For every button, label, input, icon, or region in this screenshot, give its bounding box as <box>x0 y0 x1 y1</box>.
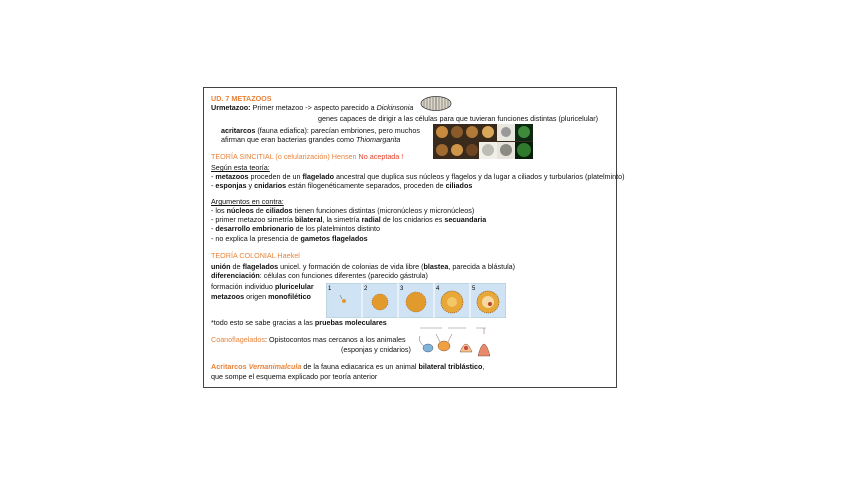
argumentos-title: Argumentos en contra: <box>211 197 284 206</box>
stage-4-label: 4 <box>436 286 440 292</box>
urmetazoo-line: Urmetazoo: Primer metazoo -> aspecto parecido a Dickinsonia <box>211 103 414 112</box>
stage-2-label: 2 <box>364 286 368 292</box>
stage-3-label: 3 <box>400 286 404 292</box>
stage-5-label: 5 <box>472 286 476 292</box>
colonial-line-4: metazoos origen monofilético <box>211 292 311 301</box>
nota-line: *todo esto se sabe gracias a las pruebas moleculares <box>211 318 387 327</box>
colonial-line-3: formación individuo pluricelular <box>211 282 314 291</box>
not-accepted-label: No aceptada ! <box>358 152 404 161</box>
vernanimalcula-line-2: que sompe el esquema explicado por teoría anterior <box>211 372 378 381</box>
cell-4 <box>478 328 490 356</box>
stage-2-colony <box>372 294 388 310</box>
choanoflagellate-diagram <box>414 322 496 362</box>
colonial-line-2: diferenciación: células con funciones diferentes (parecido gástrula) <box>211 271 428 280</box>
colonial-title: TEORÍA COLONIAL Haekel <box>211 251 300 260</box>
colonial-line-1: unión de flagelados unicel. y formación de colonias de vida libre (blastea, parecida a blástula) <box>211 262 516 271</box>
acritarcos-line-2: afirman que eran bacterias grandes como Thiomargarita <box>221 135 401 144</box>
stage-4-colony <box>441 291 463 313</box>
argumento-2: - primer metazoo simetría bilateral, la simetría radial de los cnidarios es secuandaria <box>211 215 487 224</box>
argumento-4: - no explica la presencia de gametos flagelados <box>211 234 368 243</box>
dickinsonia-fossil-image <box>420 95 452 112</box>
stage-3-colony <box>406 292 426 312</box>
cell-1 <box>420 336 434 352</box>
urmetazoo-line-2: genes capaces de dirigir a las células para que tuvieran funciones distintas (pluricelular) <box>318 114 599 123</box>
argumento-3: - desarrollo embrionario de los platelmintos distinto <box>211 224 380 233</box>
notes-card <box>203 87 625 388</box>
cell-3 <box>460 344 472 352</box>
unit-heading: UD. 7 METAZOOS <box>211 94 272 103</box>
coanoflagelados-line-2: (esponjas y cnidarios) <box>341 345 411 354</box>
coanoflagelados-line: Coanoflagelados: Opistocontos mas cercanos a los animales <box>211 335 406 344</box>
acritarcos-line: acritarcos (fauna ediafica): parecían embriones, pero muchos <box>221 126 420 135</box>
sincitial-bullet-2: - esponjas y cnidarios están filogenéticamente separados, proceden de ciliados <box>211 181 473 190</box>
cell-2 <box>436 334 452 351</box>
segun-label: Según esta teoría: <box>211 163 270 172</box>
colonial-stages-diagram <box>326 283 506 318</box>
sincitial-title-line: TEORÍA SINCITIAL (o celularización) Hensen No aceptada ! <box>211 152 404 161</box>
sincitial-bullet-1: - metazoos proceden de un flagelado ancestral que duplica sus núcleos y flagelos y da lugar a ciliados y turbularios (platelminto) <box>211 172 625 181</box>
vernanimalcula-line: Acritarcos Vernanimalcula de la fauna ediacarica es un animal bilateral triblástico, <box>211 362 485 371</box>
stage-1-label: 1 <box>328 286 332 292</box>
stage-5-colony <box>477 291 499 313</box>
argumento-1: - los núcleos de ciliados tienen funciones distintas (micronúcleos y micronúcleos) <box>211 206 475 215</box>
acritarch-micrographs-image <box>433 124 533 159</box>
